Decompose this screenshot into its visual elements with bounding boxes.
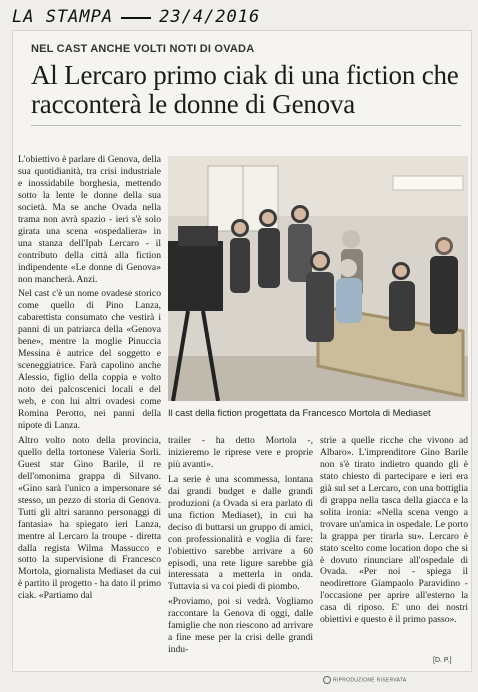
article-clipping	[12, 30, 472, 672]
headline-rule	[31, 125, 461, 126]
copyright-icon	[323, 676, 331, 684]
author-initials: [D. P.]	[433, 657, 452, 664]
col1-paragraph: Nel cast c'è un nome ovadese storico come quello di Pino Lanza, cabarettista consumato che vestirà i panni di un patriarca della «Genova bene», mentre la moglie Pinuccia Messina è autrice del soggetto e sceneggiatrice. Farà capolino anche Alessio, figlio della coppia e volto noto dei palcoscenici locali e del web, e con lui altri ovadesi come Romina Perotto, nei panni della nipote di Lanza.	[18, 288, 161, 431]
col1-paragraph: Altro volto noto della provincia, quello della tortonese Valeria Sorli. Guest star Gino Barile, il re dell'omonima grappa di Silvano. «Gino sarà l'unico a impersonare sé stesso, un pezzo di storia di Genova. Tutti gli altri saranno personaggi di fantasia» ha spiegato ieri Lanza, mentre al Lercaro la troupe - diretta dalla regista Wilma Massucco e sotto la supervisione di Francesco Mortola, giornalista Mediaset da cui è partito il progetto - ha dato il primo ciak. «Partiamo dal	[18, 434, 161, 602]
article-column-1	[18, 154, 161, 605]
article-headline: Al Lercaro primo ciak di una fiction che racconterà le donne di Genova	[31, 60, 459, 119]
col2-paragraph: La serie è una scommessa, lontana dai grandi budget e dalle grandi produzioni (a Ovada si era parlato di una fiction Mediaset), in cui ha deciso di buttarsi un gruppo di amici, con professionalità e voglia di fare: l'obiettivo sarebbe arrivare a 60 episodi, una rete ligure sarebbe già interessata a metterla in onda. Tuttavia si va coi piedi di piombo.	[168, 473, 313, 593]
article-column-3	[320, 435, 468, 629]
photo-caption: Il cast della fiction progettata da Francesco Mortola di Mediaset	[168, 407, 431, 418]
dash-divider	[121, 17, 151, 19]
handwritten-source-line	[12, 6, 472, 28]
article-column-2	[168, 435, 313, 659]
col2-paragraph: «Proviamo, poi si vedrà. Vogliamo raccontare la Genova di oggi, dalle famiglie che non riescono ad arrivare a fine mese per la crisi delle grandi indu-	[168, 596, 313, 656]
source-name: LA STAMPA	[12, 7, 114, 27]
col2-paragraph: trailer - ha detto Mortola -, inizieremo le riprese vere e proprie più avanti».	[168, 435, 313, 470]
source-date: 23/4/2016	[159, 7, 261, 27]
article-kicker: NEL CAST ANCHE VOLTI NOTI DI OVADA	[31, 43, 255, 55]
cast-photo-illustration	[168, 156, 468, 401]
rights-notice	[323, 676, 406, 684]
col1-paragraph: L'obiettivo è parlare di Genova, della sua quotidianità, tra crisi industriale e inossidabile borghesia, mettendo sotto la lente le donne della sua società. Ma se anche Ovada nella trama non avrà spazio - ieri s'è solo girata una scena «ospedaliera» in una stanza dell'Ipab Lercaro - il contributo della città alla fiction indipendente «Le donne di Genova» non mancherà. Anzi.	[18, 154, 161, 285]
rights-text: RIPRODUZIONE RISERVATA	[333, 677, 407, 684]
cast-photo	[168, 156, 468, 401]
col3-paragraph: strie a quelle ricche che vivono ad Albaro». L'imprenditore Gino Barile non s'è tirato indietro quando gli è stato chiesto di partecipare e ieri era già sul set a Lercaro, con una bottiglia di grappa nella tasca della giacca e la solita ironia: «Nella scena vengo a trovare un'amica in ospedale. Le porto la grappa per tirarla su». Lercaro è stato scelto come location dopo che si è dovuto rinunciare all'ospedale di Ovada. «Per noi - spiega il neodirettore Giampaolo Paravidino - l'occasione per aprire all'esterno la casa di riposo. E' uno dei nostri obiettivi e questo è il primo passo».	[320, 435, 468, 626]
